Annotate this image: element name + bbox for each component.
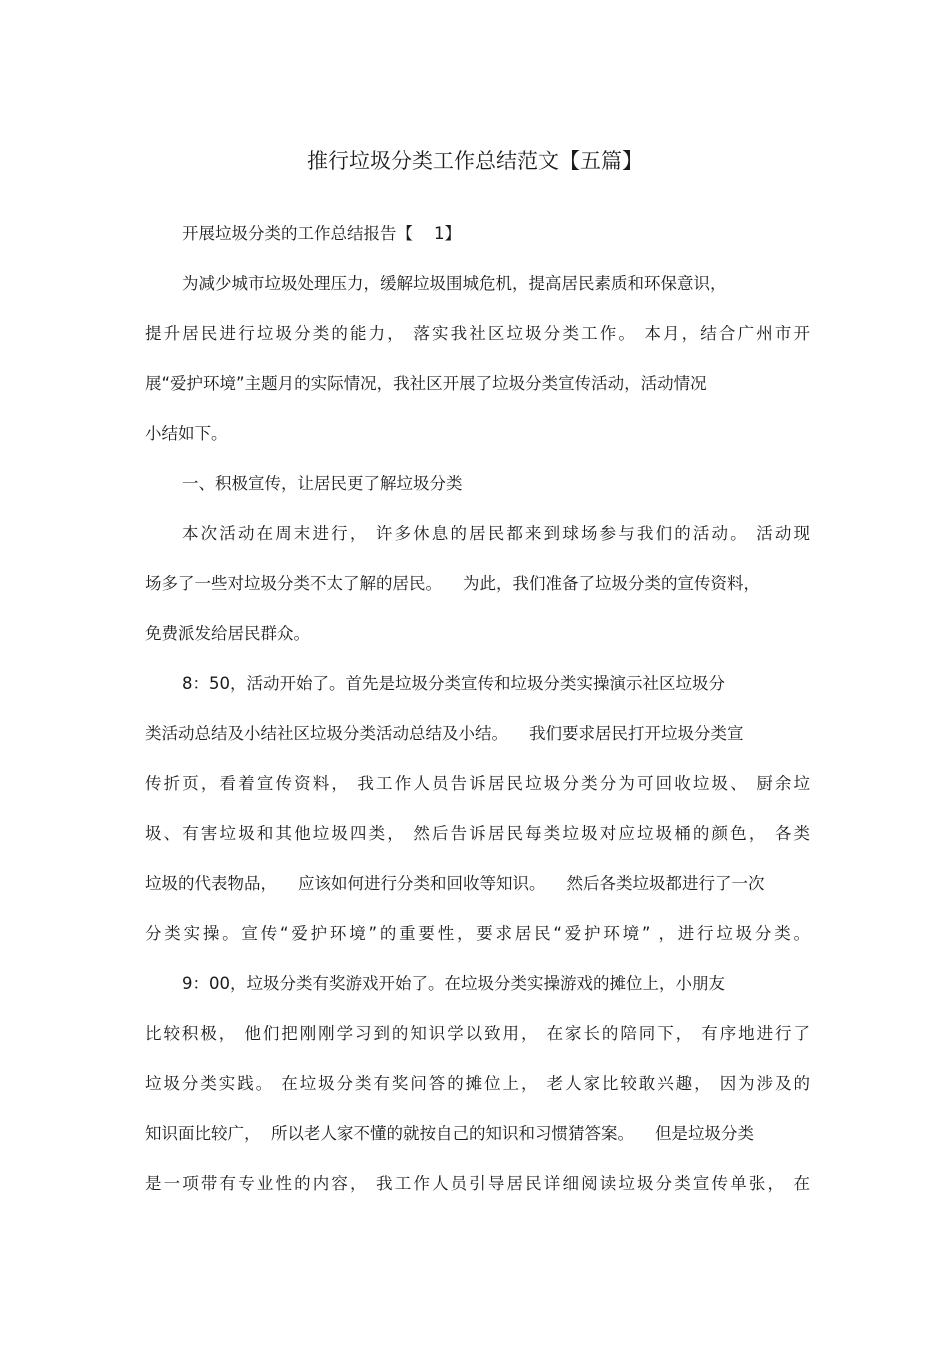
paragraph-line: 圾、有害垃圾和其他垃圾四类， 然后告诉居民每类垃圾对应垃圾桶的颜色， 各类 [145,824,810,843]
subheading: 一、积极宣传，让居民更了解垃圾分类 [182,474,463,493]
paragraph-line: 是一项带有专业性的内容， 我工作人员引导居民详细阅读垃圾分类宣传单张， 在 [145,1174,810,1193]
paragraph-line: 小结如下。 [145,424,228,443]
paragraph-line: 为减少城市垃圾处理压力，缓解垃圾围城危机，提高居民素质和环保意识， [182,274,727,293]
paragraph-line: 展“爱护环境”主题月的实际情况，我社区开展了垃圾分类宣传活动，活动情况 [145,374,707,393]
paragraph-line: 垃圾分类实践。 在垃圾分类有奖问答的摊位上， 老人家比较敢兴趣， 因为涉及的 [145,1074,810,1093]
paragraph-line: 垃圾的代表物品， 应该如何进行分类和回收等知识。 然后各类垃圾都进行了一次 [145,874,765,893]
paragraph-line: 传折页，看着宣传资料， 我工作人员告诉居民垃圾分类分为可回收垃圾、 厨余垃 [145,774,810,793]
paragraph-line: 免费派发给居民群众。 [145,624,310,643]
paragraph-line: 场多了一些对垃圾分类不太了解的居民。 为此，我们准备了垃圾分类的宣传资料， [145,574,760,593]
document-title: 推行垃圾分类工作总结范文【五篇】 [307,149,643,173]
paragraph-line: 本次活动在周末进行， 许多休息的居民都来到球场参与我们的活动。 活动现 [182,524,810,543]
paragraph-line: 9：00，垃圾分类有奖游戏开始了。在垃圾分类实操游戏的摊位上，小朋友 [182,974,725,993]
paragraph-line: 提升居民进行垃圾分类的能力， 落实我社区垃圾分类工作。 本月，结合广州市开 [145,324,810,343]
paragraph-line: 类活动总结及小结社区垃圾分类活动总结及小结。 我们要求居民打开垃圾分类宣 [145,724,744,743]
section-heading: 开展垃圾分类的工作总结报告【 1】 [182,224,461,243]
paragraph-line: 比较积极， 他们把刚刚学习到的知识学以致用， 在家长的陪同下， 有序地进行了 [145,1024,810,1043]
paragraph-line: 知识面比较广， 所以老人家不懂的就按自己的知识和习惯猜答案。 但是垃圾分类 [145,1124,754,1143]
paragraph-line: 8：50，活动开始了。首先是垃圾分类宣传和垃圾分类实操演示社区垃圾分 [182,674,725,693]
paragraph-line: 分类实操。宣传“爱护环境”的重要性，要求居民“爱护环境” ，进行垃圾分类。 [145,924,810,943]
